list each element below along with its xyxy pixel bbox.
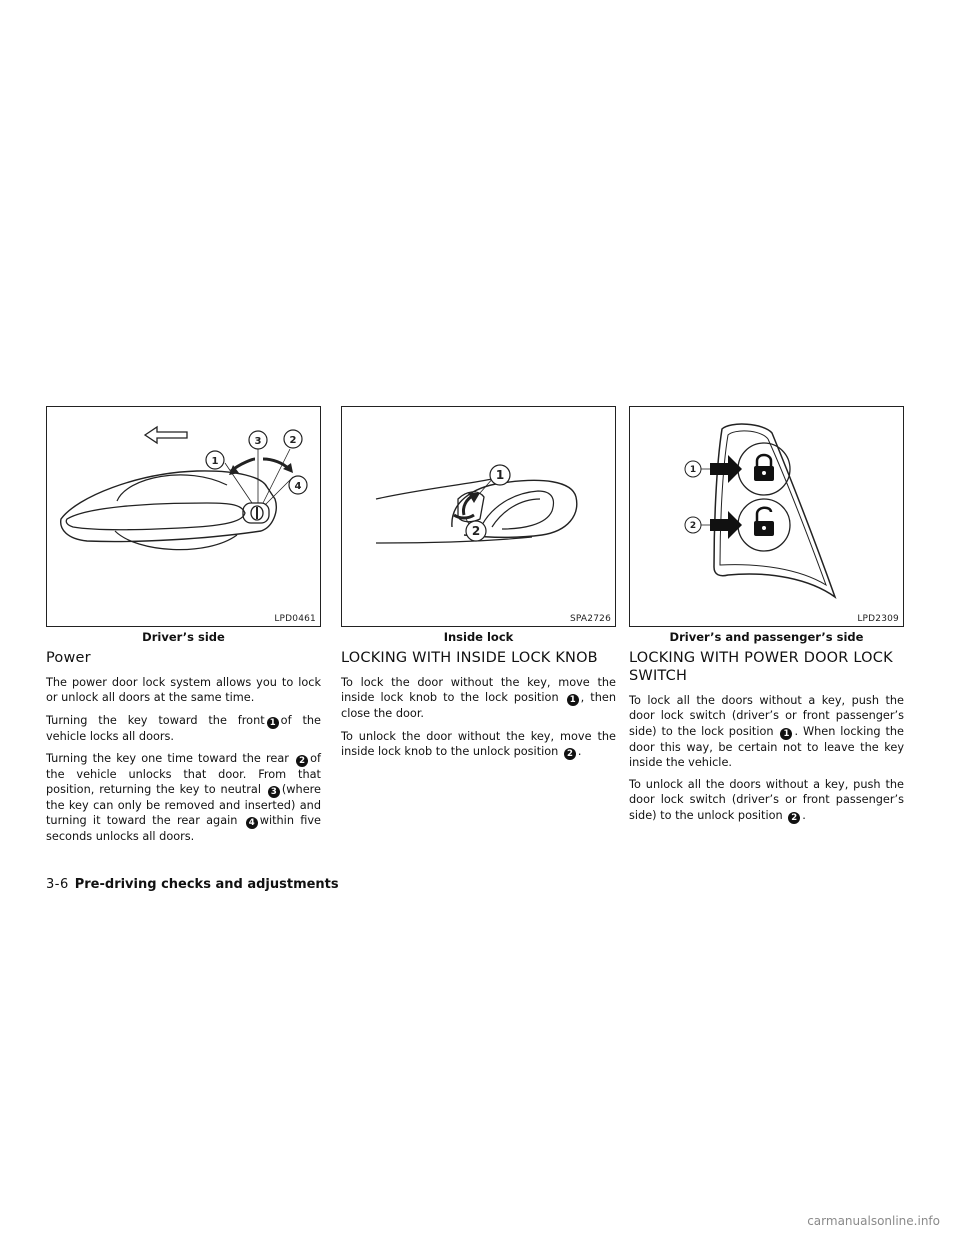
section-title: Pre-driving checks and adjustments (74, 877, 339, 892)
paragraph: To unlock the door without the key, move the inside lock knob to the unlock position 2 . (341, 729, 616, 759)
paragraph: Turning the key one time toward the rear 2 of the vehicle unlocks that door. From that position, returning the key to neutral 3 (where the key can only be removed and inserted) and turning it toward the rear again 4 within five seconds unlocks all doors. (46, 751, 322, 844)
callout-2: 2 (471, 524, 481, 538)
callout-number: 4 (246, 817, 258, 829)
callout-1: 1 (495, 468, 505, 482)
column-power (46, 406, 321, 852)
callout-number: 1 (267, 717, 279, 729)
figure-caption: Inside lock (443, 630, 514, 644)
figure-power-lock-switch (629, 406, 904, 627)
callout-3: 3 (254, 436, 262, 447)
paragraph: To lock the door without the key, move the inside lock knob to the lock position 1 , then close the door. (341, 676, 616, 721)
figure-caption: Driver’s side (142, 630, 225, 644)
callout-1: 1 (689, 465, 697, 475)
paragraph: To unlock all the doors without a key, push the door lock switch (driver’s or front passenger’s side) to the unlock position 2 . (629, 778, 904, 823)
lock-switch-illustration (630, 407, 903, 626)
paragraph: Turning the key toward the front 1 of the vehicle locks all doors. (46, 713, 321, 743)
inside-lock-illustration (342, 407, 615, 626)
lock-open-icon (754, 508, 774, 536)
door-handle-illustration (47, 407, 320, 626)
figure-caption: Driver’s and passenger’s side (669, 630, 864, 644)
column-inside-lock (341, 406, 616, 767)
section-heading-power-lock-switch: LOCKING WITH POWER DOOR LOCK SWITCH (629, 650, 893, 684)
front-direction-arrow (145, 427, 187, 443)
callout-number: 2 (564, 748, 576, 760)
callout-number: 3 (268, 786, 280, 798)
page-footer (46, 876, 339, 894)
figure-drivers-side-handle (46, 406, 321, 627)
callout-4: 4 (294, 481, 302, 492)
callout-number: 2 (788, 812, 800, 824)
callout-2: 2 (689, 521, 697, 531)
paragraph: To lock all the doors without a key, push the door lock switch (driver’s or front passenger’s side) to the lock position 1 . When locking the door this way, be certain not to leave the key inside the vehicle. (629, 694, 904, 769)
paragraph: The power door lock system allows you to lock or unlock all doors at the same time. (46, 676, 321, 705)
figure-code: LPD0461 (274, 614, 316, 624)
callout-2: 2 (289, 435, 297, 446)
callout-number: 1 (780, 728, 792, 740)
callout-number: 2 (296, 755, 308, 767)
section-heading-inside-lock-knob: LOCKING WITH INSIDE LOCK KNOB (341, 650, 598, 666)
watermark-link[interactable]: carmanualsonline.info (807, 1214, 940, 1228)
figure-code: LPD2309 (857, 614, 899, 624)
callout-1: 1 (211, 456, 219, 467)
lock-closed-icon (754, 455, 774, 481)
page-number: 3-6 (46, 877, 69, 892)
arrow-right-icon (710, 455, 742, 483)
figure-code: SPA2726 (569, 614, 611, 624)
callout-number: 1 (567, 694, 579, 706)
section-heading-power: Power (46, 650, 91, 666)
column-power-switch (629, 406, 904, 831)
figure-inside-lock (341, 406, 616, 627)
